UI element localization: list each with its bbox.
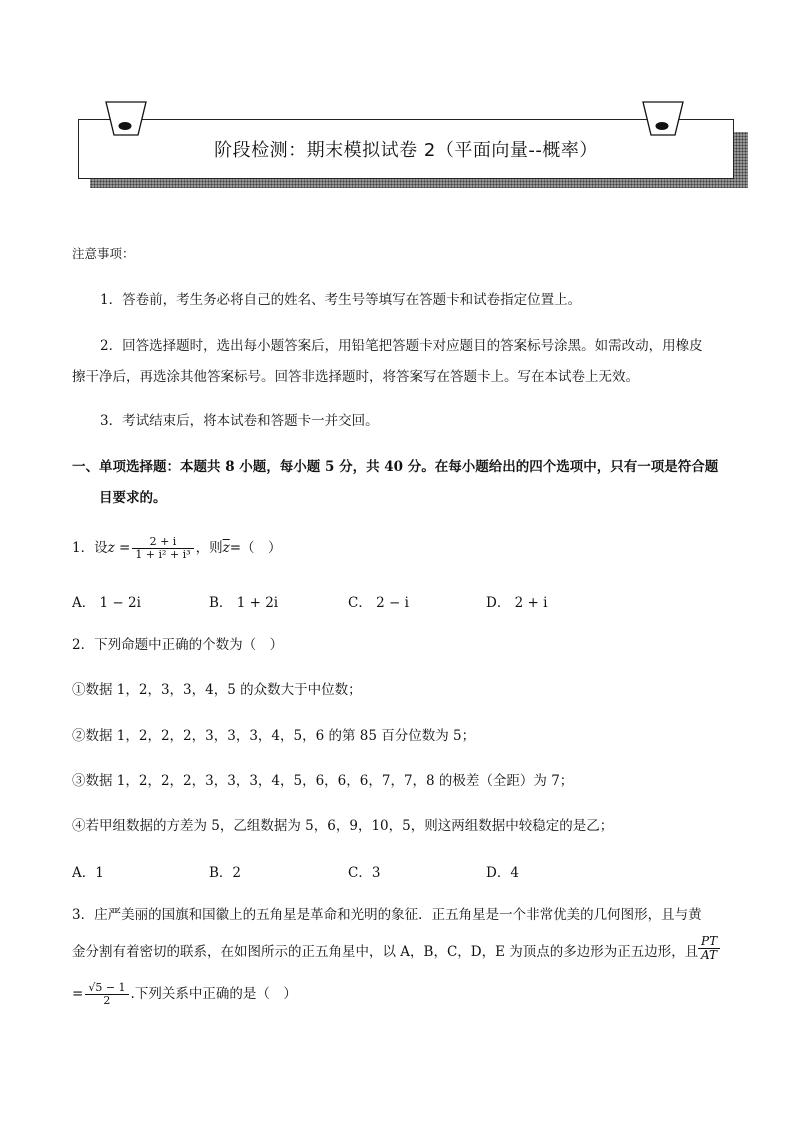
question-3-equals: = [72,986,84,1002]
question-3-line-3-suffix: .下列关系中正确的是（ ） [130,986,297,1002]
question-1-prefix: 1．设 [72,540,108,556]
question-2-option-a: A．1 [72,865,104,881]
notice-item-1: 1．答卷前，考生务必将自己的姓名、考生号等填写在答题卡和试卷指定位置上。 [100,292,582,308]
question-3-ratio-fraction [696,935,722,962]
question-1-option-a: A． 1 − 2i [72,595,141,611]
title-banner [78,119,734,179]
question-2-statement-3: ③数据 1，2，2，2，3，3，3，4，5，6，6，6，7，7，8 的极差（全距）为 7； [72,773,574,789]
question-1-denominator: 1 + i² + i³ [135,548,191,561]
question-1-option-b: B． 1 + 2i [209,595,279,611]
section-1-heading-line-1: 一、单项选择题：本题共 8 小题，每小题 5 分，共 40 分。在每小题给出的四个选项中，只有一项是符合题 [72,459,719,475]
section-1-heading-line-2: 目要求的。 [99,490,167,506]
notice-item-2-line-2: 擦干净后，再选涂其他答案标号。回答非选择题时，将答案写在答题卡上。写在本试卷上无效。 [72,369,639,385]
question-1-z-eq: z = [107,540,131,556]
question-3-golden-ratio [85,982,128,1007]
question-2-option-d: D．4 [486,865,519,881]
question-2-statement-4: ④若甲组数据的方差为 5，乙组数据为 5，6，9，10，5，则这两组数据中较稳定的是乙； [72,818,614,834]
left-hanger-icon [105,101,147,139]
question-3-line-1: 3．庄严美丽的国旗和国徽上的五角星是革命和光明的象征．正五角星是一个非常优美的几何图形，且与黄 [72,907,702,923]
question-3-golden-numerator: √5 − 1 [85,982,128,995]
question-1-option-c: C． 2 − i [348,595,409,611]
question-1-suffix-2: =（ ） [229,540,282,556]
right-hanger-icon [642,101,684,139]
question-3-ratio-denominator: AT [701,948,718,963]
question-2-statement-2: ②数据 1，2，2，2，3，3，3，4，5，6 的第 85 百分位数为 5； [72,728,476,744]
question-1-option-d: D． 2 + i [486,595,548,611]
question-1-suffix: ，则 [195,540,223,556]
question-1-zbar: $\overline{z}$ [222,540,230,556]
notice-item-2-line-1: 2．回答选择题时，选出每小题答案后，用铅笔把答题卡对应题目的答案标号涂黑。如需改动，用橡皮 [100,338,703,354]
question-1-fraction [132,536,193,561]
page-title: 阶段检测：期末模拟试卷 2（平面向量--概率） [214,140,598,161]
question-3-golden-denominator: 2 [103,994,111,1007]
question-2-option-c: C．3 [348,865,381,881]
question-1-numerator: 2 + i [132,536,193,549]
question-1-stem [72,532,282,564]
notice-heading: 注意事项： [72,246,135,261]
notice-item-3: 3．考试结束后，将本试卷和答题卡一并交回。 [100,413,379,429]
question-2-statement-1: ①数据 1，2，3，3，4，5 的众数大于中位数； [72,682,362,698]
question-3-line-3 [72,978,297,1010]
question-3-ratio-numerator: PT [698,935,720,949]
question-2-option-b: B．2 [209,865,242,881]
question-3-line-2: 金分割有着密切的联系，在如图所示的正五角星中，以 A，B，C，D，E 为顶点的多边形为正五边形，且 [72,944,699,960]
question-2-stem: 2．下列命题中正确的个数为（ ） [72,637,284,653]
